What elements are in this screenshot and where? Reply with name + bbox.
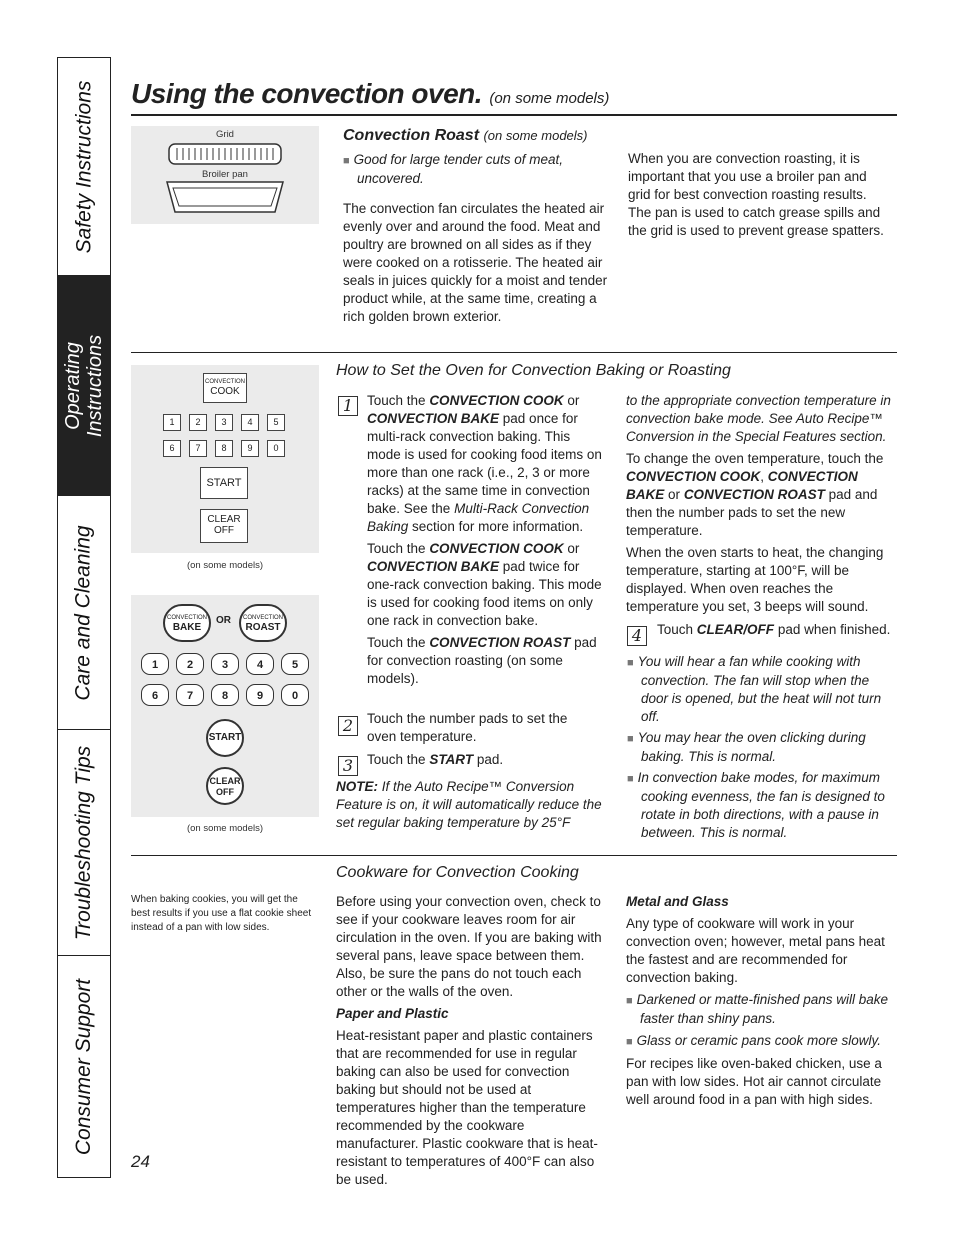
figure-label-grid: Grid [216,129,234,140]
or-label: OR [216,615,231,626]
section-rule-2 [131,855,897,856]
howto-bullet-3: ■ In convection bake modes, for maximum cooking evenness, the fan is designed to rotate in both directions, with a pause in between. This is normal. [627,769,891,842]
recipes-text: For recipes like oven-baked chicken, use a pan with low sides. Hot air cannot circulate well around food in a pan with high sides. [626,1056,882,1107]
convection-bake-pad[interactable]: CONVECTION BAKE [163,604,211,642]
title-rule [131,114,897,116]
number-pad-7[interactable]: 7 [189,440,207,457]
number-pad-9[interactable]: 9 [241,440,259,457]
convection-roast-body: The convection fan circulates the heated air evenly over and around the food. Meat and poultry are browned on all sides as if they were cooked on a rotisserie. The heated air seals in juices quickly for a moist and tender product while, at the same time, creating a rich golden brown exterior. [343,201,608,324]
round-pad-2[interactable]: 2 [176,653,204,675]
clear-off-pad[interactable]: CLEAR OFF [200,509,248,543]
number-pad-3[interactable]: 3 [215,414,233,431]
tab-troubleshooting-tips[interactable]: Troubleshooting Tips [58,730,110,956]
howto-bullet-1: ■ You will hear a fan while cooking with convection. The fan will stop when the door is opened, but the heat will not turn off. [627,653,891,726]
number-pad-1[interactable]: 1 [163,414,181,431]
convection-roast-pad[interactable]: CONVECTION ROAST [239,604,287,642]
page-title-sub: (on some models) [489,90,610,107]
step-1-b: Touch the CONVECTION COOK or CONVECTION BAKE pad twice for one-rack convection baking. This mode is used for cooking food items on only one rack in convection bake. [367,541,602,628]
broiler-pan-figure [131,126,319,224]
step-4-number: 4 [627,626,647,646]
convection-roast-heading-sub: (on some models) [483,128,588,143]
start-pad[interactable]: START [200,467,248,499]
panel-1-caption: (on some models) [186,560,264,571]
section-rule-1 [131,352,897,353]
metal-glass-text: Any type of cookware will work in your convection oven; however, metal pans heat the fastest and are recommended for convection baking. [626,916,885,985]
round-pad-7[interactable]: 7 [176,684,204,706]
round-pad-6[interactable]: 6 [141,684,169,706]
tab-consumer-support[interactable]: Consumer Support [72,978,96,1155]
metal-glass-heading: Metal and Glass [626,894,729,909]
round-pad-9[interactable]: 9 [246,684,274,706]
panel-2-caption: (on some models) [186,823,264,834]
control-panel-2 [131,595,319,817]
step-1 [367,392,607,688]
cookware-intro: Before using your convection oven, check to see if your cookware leaves room for air circulation in the oven. If you are baking with several pans, leave space between them. Also, be sure the pans do not touch each other or the walls of the oven. [336,894,602,999]
convection-roast-right: When you are convection roasting, it is important that you use a broiler pan and grid for best convection roasting results. The pan is used to catch grease spills and the grid is used to prevent grease spatters. [628,151,884,238]
paper-plastic-heading: Paper and Plastic [336,1006,449,1021]
change-temperature-text: To change the oven temperature, touch the CONVECTION COOK, CONVECTION BAKE or CONVECTION ROAST pad and then the number pads to set the new temperature. [626,451,884,538]
number-pad-8[interactable]: 8 [215,440,233,457]
broiler-pan-icon [165,142,285,222]
step-2-number: 2 [338,716,358,736]
convection-roast-heading: Convection Roast [343,127,480,144]
howto-bullets [627,653,891,842]
tab-operating-instructions[interactable]: Operating Instructions [58,276,110,496]
convection-roast-column [343,127,613,326]
tab-care-and-cleaning[interactable]: Care and Cleaning [58,496,110,730]
number-pad-4[interactable]: 4 [241,414,259,431]
round-pad-1[interactable]: 1 [141,653,169,675]
cookware-side-note: When baking cookies, you will get the best results if you use a flat cookie sheet instead of a pan with low sides. [131,894,312,933]
step-3: Touch the START pad. [367,752,504,767]
round-pad-4[interactable]: 4 [246,653,274,675]
step-3-number: 3 [338,756,358,776]
number-pad-5[interactable]: 5 [267,414,285,431]
heating-text: When the oven starts to heat, the changing temperature, starting at 100°F, will be displayed. When oven reaches the temperature you set, 3 beeps will sound. [626,545,884,614]
note: NOTE: If the Auto Recipe™ Conversion Feature is on, it will automatically reduce the set regular baking temperature by 25°F [336,779,602,830]
side-tabs [57,57,111,1178]
auto-recipe-text: to the appropriate convection temperature in convection bake mode. See Auto Recipe™ Conversion in the Special Features section. [626,393,891,444]
step-4: Touch CLEAR/OFF pad when finished. [657,622,891,637]
cookware-heading: Cookware for Convection Cooking [336,864,579,881]
page-number: 24 [131,1152,150,1171]
round-pad-3[interactable]: 3 [211,653,239,675]
round-pad-5[interactable]: 5 [281,653,309,675]
round-pad-8[interactable]: 8 [211,684,239,706]
cookware-bullet-1: ■ Darkened or matte-finished pans will bake faster than shiny pans. [626,991,896,1028]
step-1-a: Touch the CONVECTION COOK or CONVECTION BAKE pad once for multi-rack convection baking. This mode is used for cooking food items on more than one rack (i.e., 2, 3 or more racks) at the same time in convection bake. See the Multi-Rack Convection Baking section for more information. [367,393,602,534]
step-1-c: Touch the CONVECTION ROAST pad for convection roasting (on some models). [367,635,597,686]
paper-plastic-text: Heat-resistant paper and plastic containers that are recommended for use in regular baking can also be used for convection baking but should not be used at temperatures higher than the temperature recommended by the cookware manufacturer. Plastic cookware that is heat-resistant to temperatures of 400°F can also be used. [336,1028,598,1187]
number-pad-2[interactable]: 2 [189,414,207,431]
convection-roast-bullet: ■ Good for large tender cuts of meat, uncovered. [343,151,613,188]
convection-cook-pad[interactable]: CONVECTION COOK [203,373,247,403]
page-title: Using the convection oven. (on some models) [131,78,610,109]
tab-safety-instructions[interactable]: Safety Instructions [58,58,110,276]
howto-bullet-2: ■ You may hear the oven clicking during baking. This is normal. [627,729,891,766]
howto-right-column [626,392,898,616]
figure-label-broiler-pan: Broiler pan [202,169,248,180]
step-1-number: 1 [338,396,358,416]
round-start-pad[interactable]: START [206,719,244,757]
number-pad-6[interactable]: 6 [163,440,181,457]
cookware-bullet-2: ■ Glass or ceramic pans cook more slowly. [626,1032,896,1051]
round-clear-off-pad[interactable]: CLEAR OFF [206,767,244,805]
cookware-right-column [626,893,896,1109]
howto-heading: How to Set the Oven for Convection Baking or Roasting [336,362,731,379]
number-pad-0[interactable]: 0 [267,440,285,457]
step-2: Touch the number pads to set the oven temperature. [367,711,568,744]
control-panel-1 [131,365,319,553]
cookware-left-column [336,893,608,1189]
round-pad-0[interactable]: 0 [281,684,309,706]
